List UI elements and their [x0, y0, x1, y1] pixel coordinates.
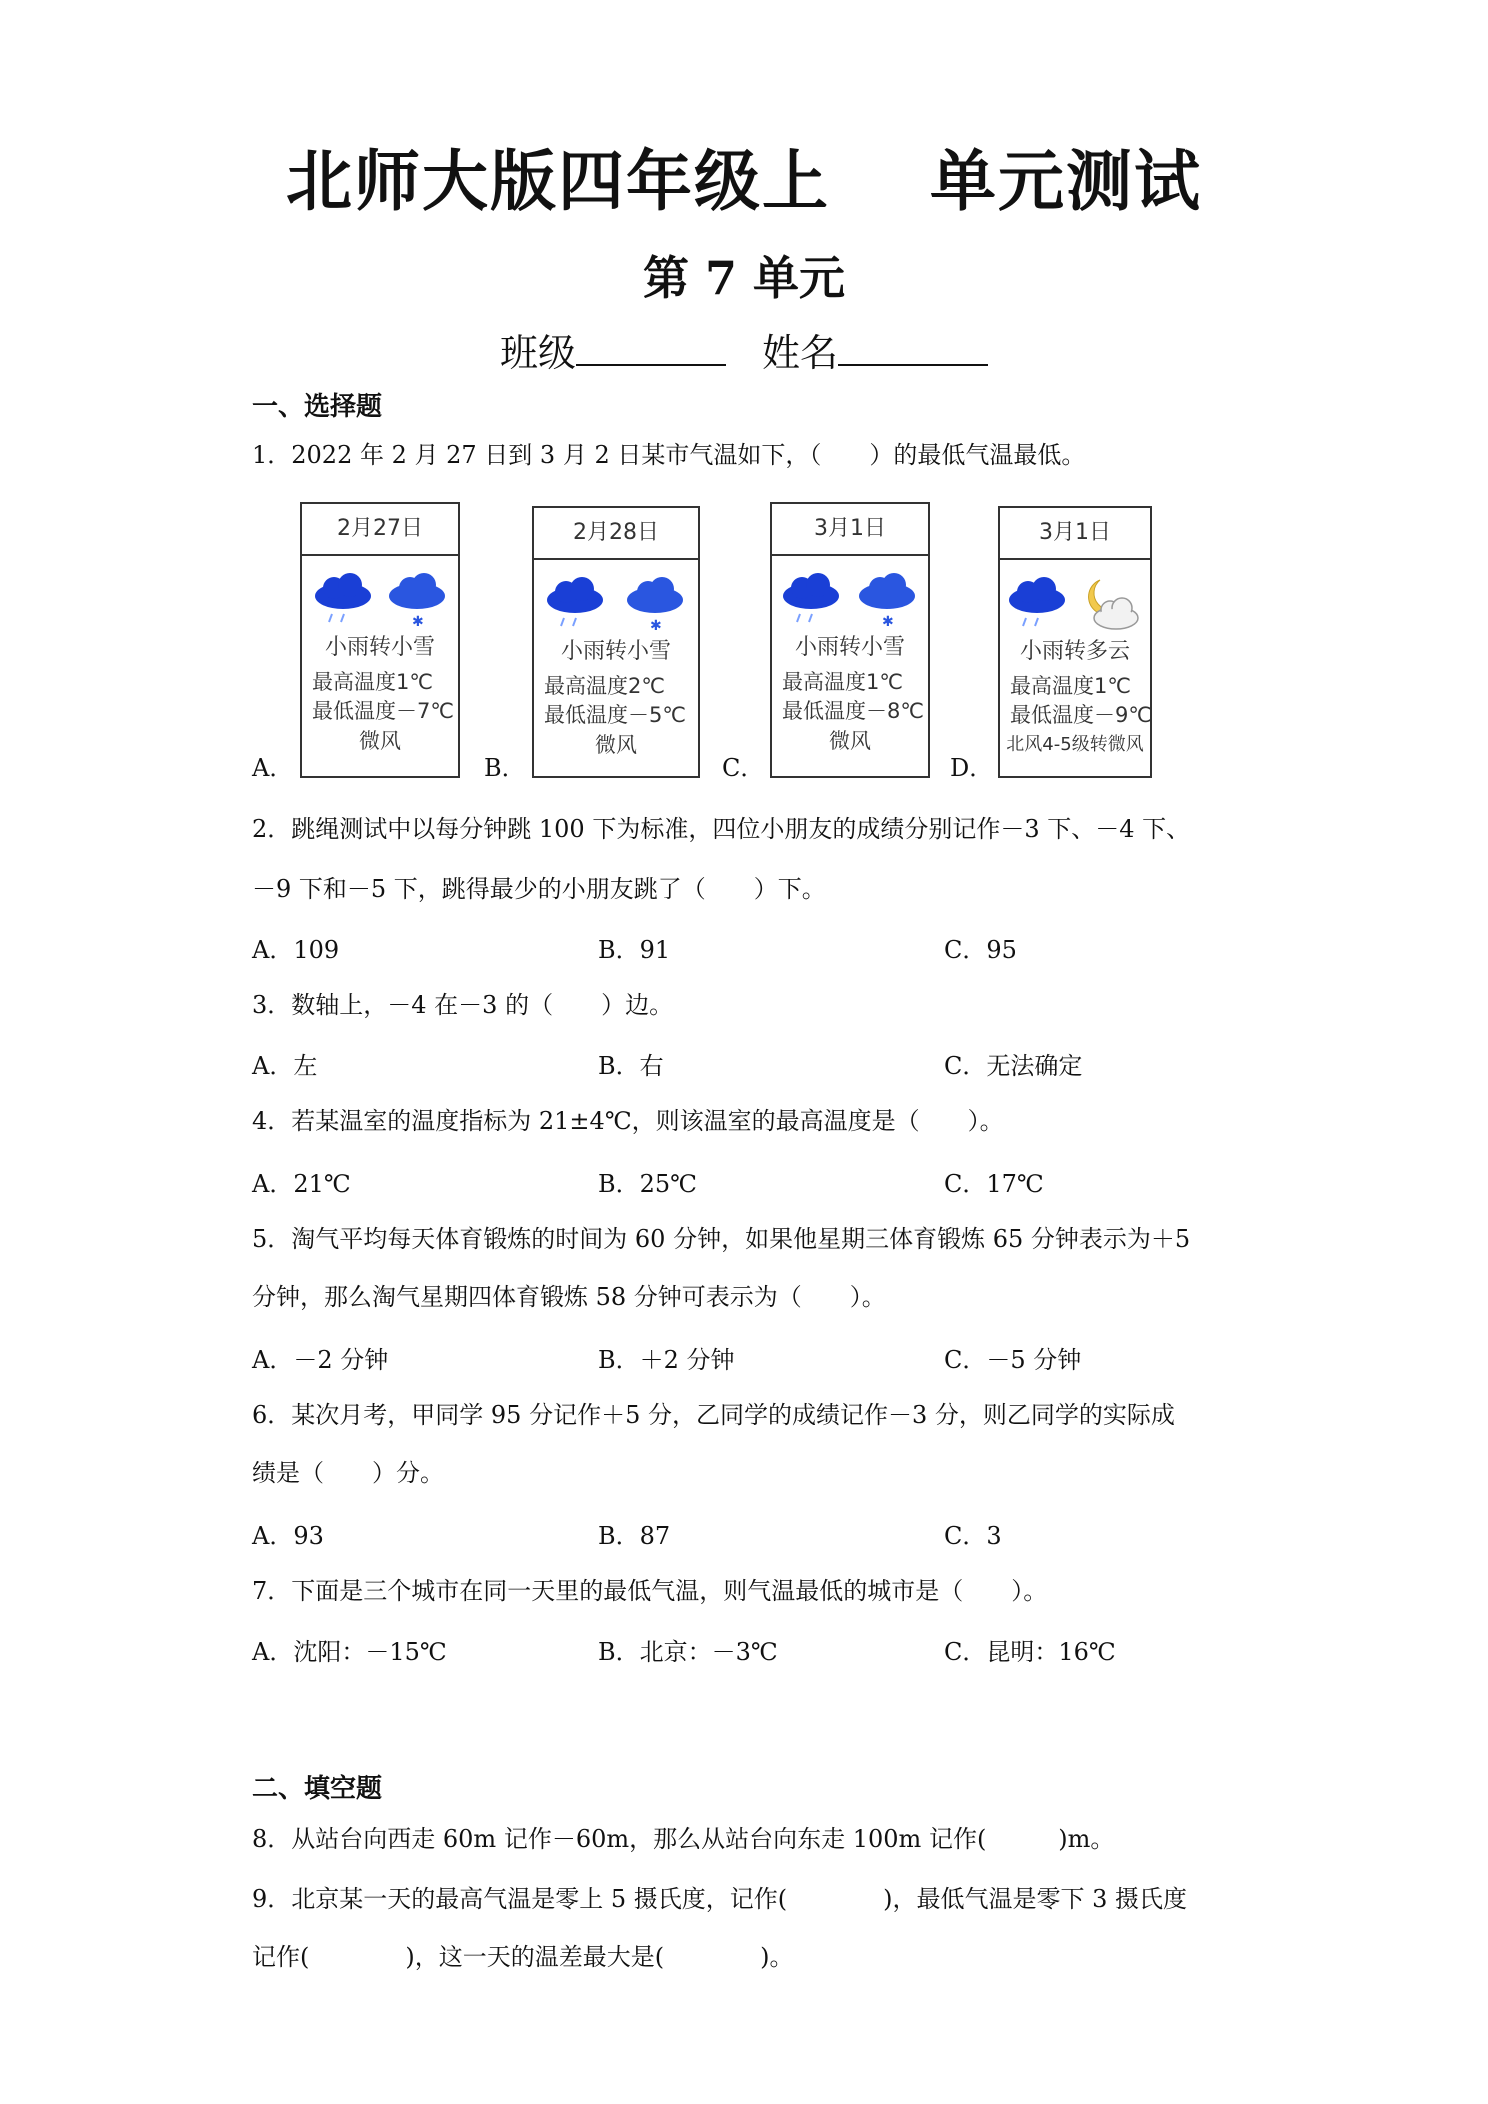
option-3a[interactable]: A．左 [252, 1052, 318, 1080]
unit-subtitle: 第 7 单元 [642, 251, 846, 305]
snow-cloud-icon [386, 572, 448, 628]
card-high: 最高温度1℃ [1010, 674, 1131, 698]
card-low: 最低温度－7℃ [312, 699, 454, 723]
option-4b[interactable]: B．25℃ [598, 1170, 698, 1198]
option-6c[interactable]: C．3 [944, 1522, 1002, 1550]
weather-card-b[interactable] [532, 506, 700, 778]
card-date: 3月1日 [1000, 508, 1150, 560]
rain-cloud-icon [780, 572, 842, 628]
card-wind: 微风 [595, 733, 637, 757]
section-heading-choice: 一、选择题 [252, 392, 383, 422]
question-4: 4．若某温室的温度指标为 21±4℃，则该温室的最高温度是（ ）。 [252, 1107, 1004, 1135]
option-4c[interactable]: C．17℃ [944, 1170, 1044, 1198]
option-1d-letter[interactable]: D． [950, 754, 994, 782]
option-2c[interactable]: C．95 [944, 936, 1017, 964]
option-7c[interactable]: C．昆明：16℃ [944, 1638, 1116, 1666]
weather-card-c[interactable] [770, 502, 930, 778]
card-low: 最低温度－5℃ [544, 703, 686, 727]
option-6a[interactable]: A．93 [252, 1522, 324, 1550]
class-blank[interactable] [576, 328, 726, 366]
card-wind: 北风4-5级转微风 [1006, 734, 1144, 755]
card-date: 3月1日 [772, 504, 928, 556]
option-2a[interactable]: A．109 [252, 936, 340, 964]
rain-cloud-icon [1006, 576, 1068, 632]
option-1b-letter[interactable]: B． [484, 754, 526, 782]
card-high: 最高温度2℃ [544, 674, 665, 698]
question-9-line2: 记作( )，这一天的温差最大是( )。 [252, 1943, 794, 1971]
option-5c[interactable]: C．－5 分钟 [944, 1346, 1082, 1374]
question-2-line1: 2．跳绳测试中以每分钟跳 100 下为标准，四位小朋友的成绩分别记作－3 下、－4 下、 [252, 815, 1191, 843]
question-2-line2: －9 下和－5 下，跳得最少的小朋友跳了（ ）下。 [252, 875, 826, 903]
weather-card-d[interactable] [998, 506, 1152, 778]
option-2b[interactable]: B．91 [598, 936, 671, 964]
card-desc: 小雨转多云 [1019, 639, 1130, 664]
snow-cloud-icon [624, 576, 686, 632]
name-blank[interactable] [838, 328, 988, 366]
snow-cloud-icon [856, 572, 918, 628]
question-8: 8．从站台向西走 60m 记作－60m，那么从站台向东走 100m 记作( )m。 [252, 1825, 1115, 1853]
option-7a[interactable]: A．沈阳：－15℃ [252, 1638, 447, 1666]
option-3c[interactable]: C．无法确定 [944, 1052, 1083, 1080]
section-heading-fill: 二、填空题 [252, 1774, 383, 1804]
question-6-line1: 6．某次月考，甲同学 95 分记作＋5 分，乙同学的成绩记作－3 分，则乙同学的实际成 [252, 1401, 1175, 1429]
option-7b[interactable]: B．北京：－3℃ [598, 1638, 778, 1666]
question-1: 1．2022 年 2 月 27 日到 3 月 2 日某市气温如下，（ ）的最低气温最低。 [252, 441, 1086, 469]
rain-cloud-icon [312, 572, 374, 628]
title-left: 北师大版四年级上 [286, 143, 830, 220]
question-9-line1: 9．北京某一天的最高气温是零上 5 摄氏度，记作( )，最低气温是零下 3 摄氏度 [252, 1885, 1188, 1913]
question-7: 7．下面是三个城市在同一天里的最低气温，则气温最低的城市是（ ）。 [252, 1577, 1048, 1605]
question-3: 3．数轴上，－4 在－3 的（ ）边。 [252, 991, 674, 1019]
question-6-line2: 绩是（ ）分。 [252, 1459, 444, 1487]
card-desc: 小雨转小雪 [324, 635, 435, 660]
svg-text:✱: ✱ [412, 614, 424, 628]
option-5b[interactable]: B．＋2 分钟 [598, 1346, 735, 1374]
page-title [0, 128, 1488, 223]
card-high: 最高温度1℃ [782, 670, 903, 694]
option-1a-letter[interactable]: A． [252, 754, 294, 782]
option-3b[interactable]: B．右 [598, 1052, 664, 1080]
card-high: 最高温度1℃ [312, 670, 433, 694]
option-5a[interactable]: A．－2 分钟 [252, 1346, 389, 1374]
name-label: 姓名 [762, 331, 839, 375]
class-label: 班级 [499, 331, 576, 375]
rain-cloud-icon [544, 576, 606, 632]
option-6b[interactable]: B．87 [598, 1522, 671, 1550]
question-5-line2: 分钟，那么淘气星期四体育锻炼 58 分钟可表示为（ ）。 [252, 1283, 886, 1311]
weather-card-a[interactable] [300, 502, 460, 778]
card-date: 2月27日 [302, 504, 458, 556]
card-desc: 小雨转小雪 [794, 635, 905, 660]
title-right: 单元测试 [930, 143, 1202, 220]
card-wind: 微风 [829, 729, 871, 753]
moon-cloud-icon [1078, 576, 1142, 638]
card-date: 2月28日 [534, 508, 698, 560]
option-4a[interactable]: A．21℃ [252, 1170, 351, 1198]
card-low: 最低温度－8℃ [782, 699, 924, 723]
option-1c-letter[interactable]: C． [722, 754, 765, 782]
card-wind: 微风 [359, 729, 401, 753]
svg-text:✱: ✱ [650, 618, 662, 632]
question-5-line1: 5．淘气平均每天体育锻炼的时间为 60 分钟，如果他星期三体育锻炼 65 分钟表示为＋5 [252, 1225, 1191, 1253]
card-desc: 小雨转小雪 [560, 639, 671, 664]
card-low: 最低温度－9℃ [1010, 703, 1152, 727]
class-name-line [0, 322, 1488, 377]
svg-text:✱: ✱ [882, 614, 894, 628]
